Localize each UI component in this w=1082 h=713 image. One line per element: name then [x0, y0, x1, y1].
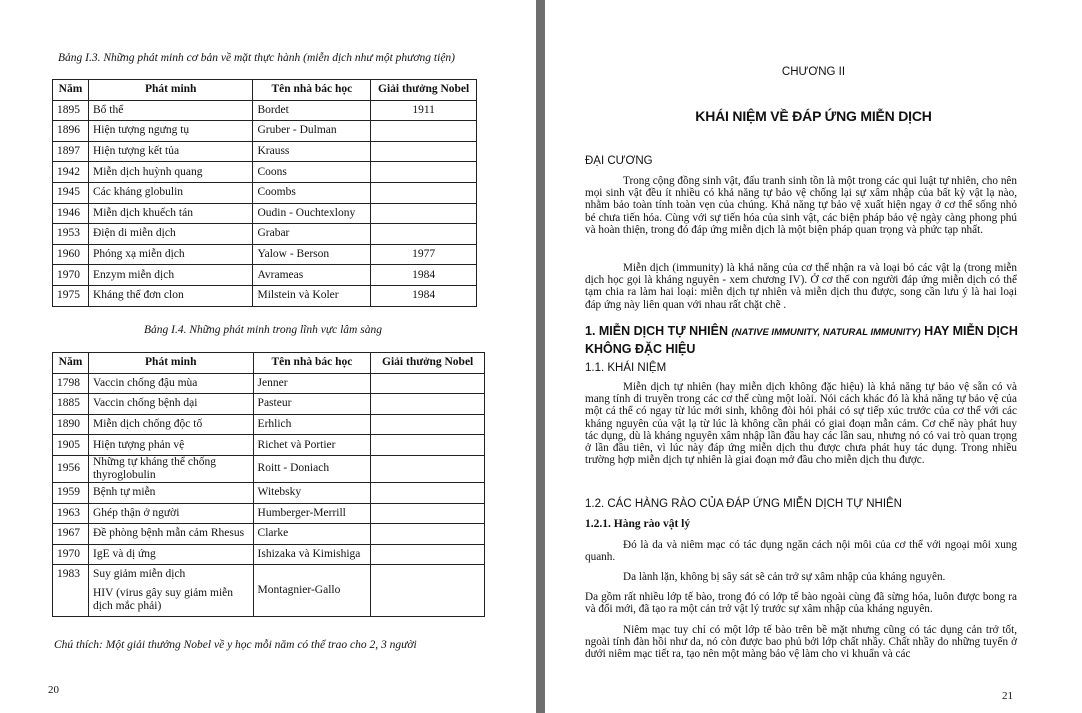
table-row — [53, 455, 485, 482]
paragraph: Da gồm rất nhiều lớp tế bào, trong đó có lớp tế bào ngoài cùng đã sừng hóa, luôn được bong ra và đổi mới, đã tạo ra một cản trở vật lý trước sự xâm nhập của kháng nguyên. — [585, 591, 1017, 616]
cell-scientist: Ishizaka và Kimishiga — [253, 544, 371, 565]
cell-nobel — [371, 524, 485, 545]
cell-scientist: Coons — [253, 162, 371, 183]
table-row — [53, 435, 485, 456]
cell-year: 1983 — [53, 565, 89, 617]
table-row — [53, 414, 485, 435]
header-discovery: Phát minh — [88, 80, 252, 101]
section-1-heading — [585, 323, 1025, 358]
cell-year: 1956 — [53, 455, 89, 482]
cell-year: 1798 — [53, 373, 89, 394]
cell-nobel — [371, 394, 485, 415]
table-row — [53, 121, 477, 142]
section-general-heading: ĐẠI CƯƠNG — [585, 155, 653, 167]
cell-nobel: 1984 — [371, 285, 477, 306]
cell-scientist: Humberger-Merrill — [253, 503, 371, 524]
table-row — [53, 182, 477, 203]
discovery-line2: HIV (virus gây suy giảm miễn dịch mắc phải) — [92, 587, 233, 613]
cell-nobel — [371, 373, 485, 394]
table2-caption: Bảng I.4. Những phát minh trong lĩnh vực lâm sàng — [144, 324, 382, 336]
cell-scientist: Grabar — [253, 224, 371, 245]
cell-scientist: Avrameas — [253, 265, 371, 286]
cell-year: 1959 — [53, 482, 89, 503]
cell-scientist: Milstein và Koler — [253, 285, 371, 306]
header-scientist: Tên nhà bác học — [253, 80, 371, 101]
cell-scientist: Pasteur — [253, 394, 371, 415]
cell-discovery: Hiện tượng phản vệ — [88, 435, 253, 456]
cell-discovery: Hiện tượng kết tủa — [88, 141, 252, 162]
chapter-title: KHÁI NIỆM VỀ ĐÁP ỨNG MIỄN DỊCH — [695, 108, 932, 124]
cell-scientist: Coombs — [253, 182, 371, 203]
cell-scientist: Witebsky — [253, 482, 371, 503]
cell-nobel — [371, 435, 485, 456]
cell-discovery: IgE và dị ứng — [88, 544, 253, 565]
cell-discovery: Miễn dịch chống độc tố — [88, 414, 253, 435]
table-row — [53, 503, 485, 524]
cell-nobel — [371, 162, 477, 183]
cell-scientist: Bordet — [253, 100, 371, 121]
cell-discovery: Phóng xạ miễn dịch — [88, 244, 252, 265]
heading-part: 1. MIỄN DỊCH TỰ NHIÊN — [585, 324, 732, 338]
cell-discovery: Điện di miễn dịch — [88, 224, 252, 245]
table-row — [53, 565, 485, 617]
cell-year: 1946 — [53, 203, 89, 224]
paragraph: Đó là da và niêm mạc có tác dụng ngăn cách nội môi của cơ thể với ngoại môi xung quanh. — [585, 539, 1017, 564]
cell-scientist: Oudin - Ouchtexlony — [253, 203, 371, 224]
cell-year: 1975 — [53, 285, 89, 306]
cell-year: 1896 — [53, 121, 89, 142]
table-header-row — [53, 353, 485, 374]
header-scientist: Tên nhà bác học — [253, 353, 371, 374]
discovery-line1: Suy giảm miễn dịch — [92, 568, 186, 581]
table-row — [53, 373, 485, 394]
cell-scientist: Krauss — [253, 141, 371, 162]
paragraph: Miễn dịch tự nhiên (hay miễn dịch không đặc hiệu) là khả năng tự bảo vệ sẵn có và mang tính di truyền trong các cơ thể cùng một loài. Nói cách khác đó là khả năng tự bảo vệ của một cá thể có ngay từ lúc mới sinh, không đòi hỏi phải có sự tiếp xúc trước của cơ thể với các kháng nguyên của vật lạ từ lúc là không cần phải có giai đoạn mẫn cảm. Cơ chế này phát huy tác dụng, dù là kháng nguyên xâm nhập lần đầu hay các lần sau, nhưng nó có vai trò quan trọng ở lần đầu tiên, vì lúc này đáp ứng miễn dịch thu được chưa phát huy tác dụng. Trong nhiều trường hợp miễn dịch tự nhiên là giai đoạn mở đầu cho miễn dịch thu được. — [585, 381, 1017, 467]
cell-year: 1953 — [53, 224, 89, 245]
cell-nobel — [371, 182, 477, 203]
paragraph: Da lành lặn, không bị sây sát sẽ cản trở sự xâm nhập của kháng nguyên. — [623, 571, 946, 583]
cell-year: 1895 — [53, 100, 89, 121]
page-number-left: 20 — [48, 684, 59, 696]
cell-year: 1963 — [53, 503, 89, 524]
section-1-1-heading: 1.1. KHÁI NIỆM — [585, 362, 667, 374]
table-row — [53, 203, 477, 224]
cell-discovery: Kháng thể đơn clon — [88, 285, 252, 306]
header-nobel: Giải thưởng Nobel — [371, 353, 485, 374]
cell-scientist: Clarke — [253, 524, 371, 545]
cell-discovery: Đề phòng bệnh mẫn cảm Rhesus — [88, 524, 253, 545]
cell-discovery: Những tự kháng thể chống thyroglobulin — [88, 455, 253, 482]
cell-scientist: Roitt - Doniach — [253, 455, 371, 482]
table-row — [53, 244, 477, 265]
paragraph: Miễn dịch (immunity) là khả năng của cơ thể nhận ra và loại bỏ các vật lạ (trong miễn dịch học gọi là kháng nguyên - xem chương IV). Ở cơ thể con người đáp ứng miễn dịch có thể tạm chia ra làm hai loại: miễn dịch tự nhiên và miễn dịch thu được, song cần lưu ý là hai loại đáp ứng này liên quan với nhau rất chặt chẽ . — [585, 262, 1017, 311]
cell-year: 1970 — [53, 544, 89, 565]
table-practical-discoveries — [52, 79, 477, 307]
cell-discovery: Miễn dịch khuếch tán — [88, 203, 252, 224]
cell-discovery: Enzym miễn dịch — [88, 265, 252, 286]
table-row — [53, 100, 477, 121]
cell-scientist: Gruber - Dulman — [253, 121, 371, 142]
table-row — [53, 285, 477, 306]
cell-scientist: Erhlich — [253, 414, 371, 435]
cell-scientist: Yalow - Berson — [253, 244, 371, 265]
cell-nobel — [371, 482, 485, 503]
cell-discovery — [88, 565, 253, 617]
table-header-row — [53, 80, 477, 101]
table-row — [53, 544, 485, 565]
cell-nobel — [371, 414, 485, 435]
cell-nobel: 1911 — [371, 100, 477, 121]
chapter-label: CHƯƠNG II — [781, 66, 846, 78]
cell-nobel — [371, 503, 485, 524]
cell-discovery: Hiện tượng ngưng tụ — [88, 121, 252, 142]
table-row — [53, 141, 477, 162]
header-year: Năm — [53, 80, 89, 101]
cell-year: 1967 — [53, 524, 89, 545]
paragraph: Niêm mạc tuy chỉ có một lớp tế bào trên bề mặt nhưng cũng có tác dụng cản trở tốt, ngoài tính đàn hồi như da, nó còn được bao phủ bởi lớp chất nhầy. Chất nhầy do những tuyến ở dưới niêm mạc tiết ra, tạo nên một màng bảo vệ làm cho vi khuẩn và các — [585, 624, 1017, 661]
section-1-2-1-heading: 1.2.1. Hàng rào vật lý — [585, 518, 691, 530]
cell-discovery: Vaccin chống bệnh dại — [88, 394, 253, 415]
header-discovery: Phát minh — [88, 353, 253, 374]
heading-part: HAY MIỄN DỊCH KHÔNG ĐẶC HIỆU — [585, 324, 1018, 356]
cell-discovery: Miễn dịch huỳnh quang — [88, 162, 252, 183]
cell-nobel — [371, 544, 485, 565]
page-number-right: 21 — [1002, 690, 1013, 702]
cell-discovery: Các kháng globulin — [88, 182, 252, 203]
cell-discovery: Ghép thận ở người — [88, 503, 253, 524]
cell-nobel: 1977 — [371, 244, 477, 265]
table-note: Chú thích: Một giải thưởng Nobel về y học mỗi năm có thể trao cho 2, 3 người — [54, 639, 417, 651]
right-page — [545, 0, 1082, 713]
cell-nobel — [371, 203, 477, 224]
table-row — [53, 265, 477, 286]
cell-year: 1905 — [53, 435, 89, 456]
cell-scientist: Montagnier-Gallo — [253, 565, 371, 617]
cell-scientist: Jenner — [253, 373, 371, 394]
table-row — [53, 524, 485, 545]
cell-nobel — [371, 121, 477, 142]
cell-nobel — [371, 141, 477, 162]
header-nobel: Giải thưởng Nobel — [371, 80, 477, 101]
cell-year: 1942 — [53, 162, 89, 183]
cell-year: 1945 — [53, 182, 89, 203]
table-clinical-discoveries — [52, 352, 485, 617]
table-row — [53, 482, 485, 503]
cell-year: 1890 — [53, 414, 89, 435]
table1-caption: Bảng I.3. Những phát minh cơ bản về mặt thực hành (miễn dịch như một phương tiện) — [58, 52, 456, 64]
section-1-2-heading: 1.2. CÁC HÀNG RÀO CỦA ĐÁP ỨNG MIỄN DỊCH TỰ NHIÊN — [585, 498, 902, 510]
cell-nobel — [371, 455, 485, 482]
cell-year: 1960 — [53, 244, 89, 265]
cell-discovery: Bổ thể — [88, 100, 252, 121]
cell-year: 1885 — [53, 394, 89, 415]
left-page — [0, 0, 536, 713]
table-row — [53, 224, 477, 245]
cell-scientist: Richet và Portier — [253, 435, 371, 456]
cell-nobel — [371, 224, 477, 245]
cell-nobel — [371, 565, 485, 617]
paragraph: Trong cộng đồng sinh vật, đấu tranh sinh tồn là một trong các qui luật tự nhiên, cho nên mọi sinh vật đều ít nhiều có khả năng tự bảo vệ chống lại sự xâm nhập của bất kỳ vật lạ nào, nhằm bảo toàn tính toàn vẹn của chúng. Khả năng tự bảo vệ xuất hiện ngay ở cơ thể sống nhỏ bé chưa tiến hóa. Cùng với sự tiến hóa của sinh vật, các biện pháp bảo vệ ngày càng phong phú và hoàn thiện, trong đó đáp ứng miễn dịch là một biện pháp quan trọng và phức tạp nhất. — [585, 175, 1017, 236]
table-row — [53, 162, 477, 183]
cell-discovery: Bệnh tự miễn — [88, 482, 253, 503]
heading-part-italic: (NATIVE IMMUNITY, NATURAL IMMUNITY) — [731, 327, 921, 338]
cell-nobel: 1984 — [371, 265, 477, 286]
cell-year: 1970 — [53, 265, 89, 286]
cell-year: 1897 — [53, 141, 89, 162]
table-row — [53, 394, 485, 415]
cell-discovery: Vaccin chống đậu mùa — [88, 373, 253, 394]
header-year: Năm — [53, 353, 89, 374]
